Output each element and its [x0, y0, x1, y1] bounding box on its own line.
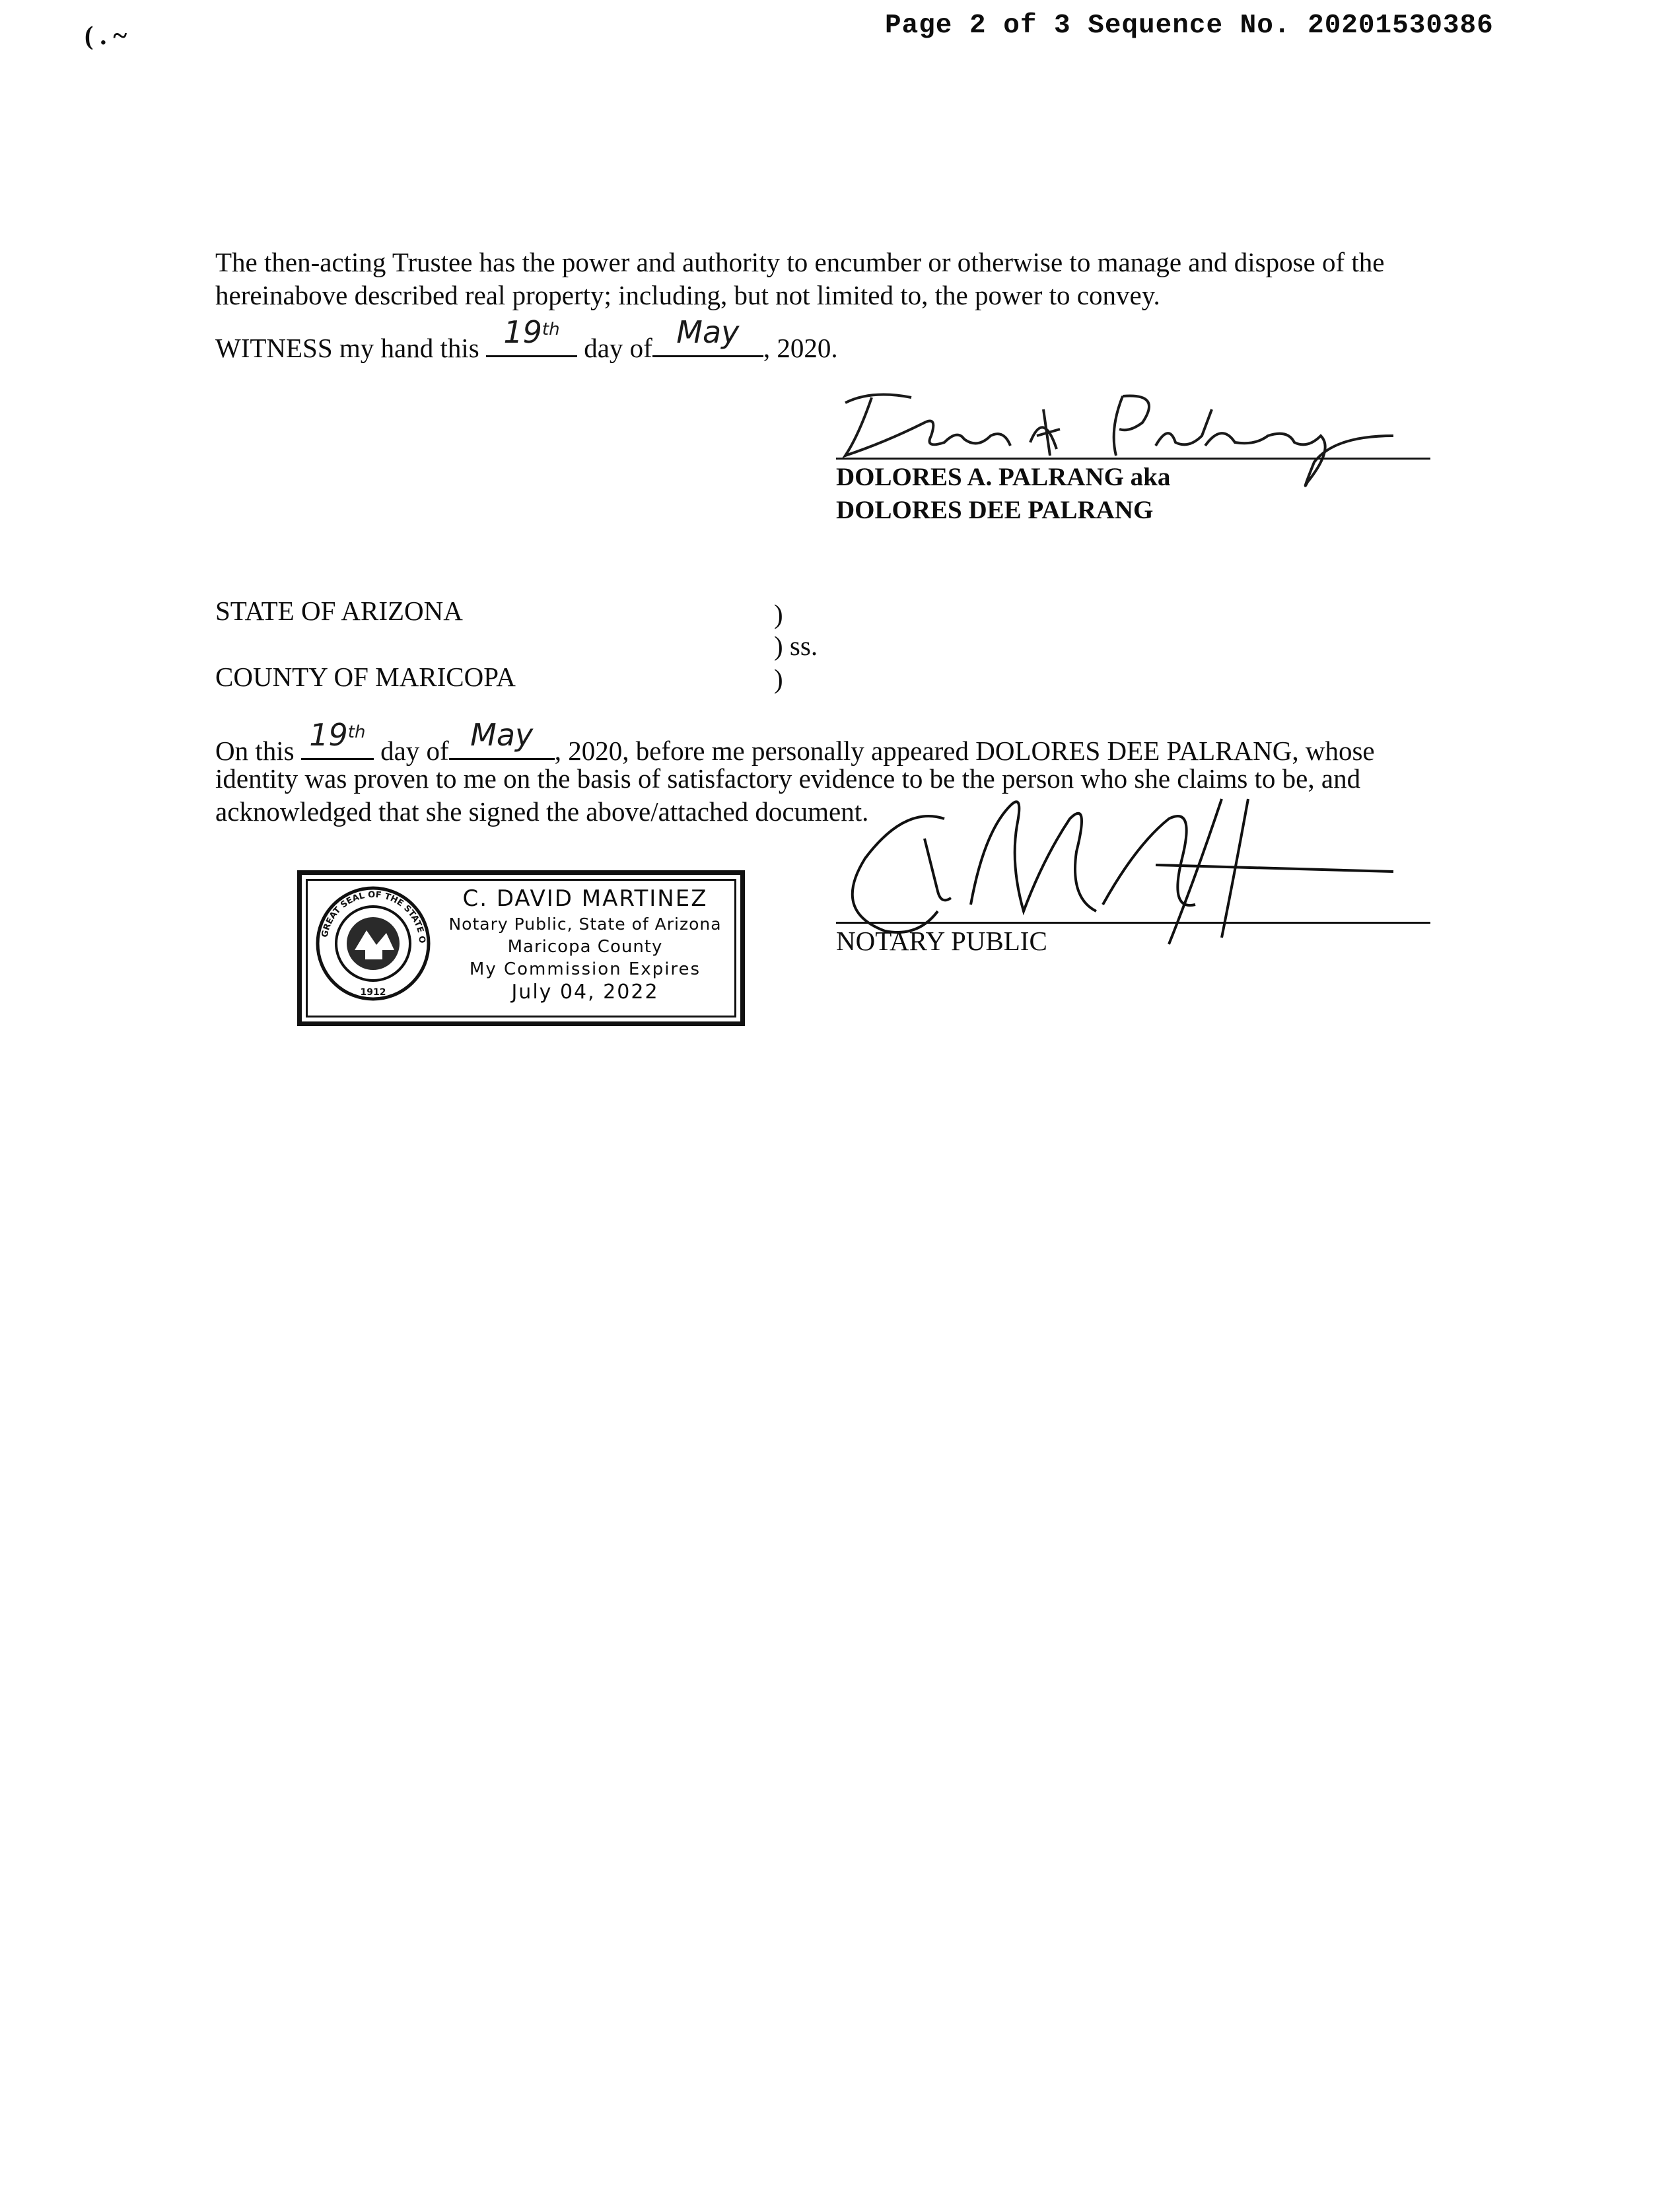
- witness-middle: day of: [584, 333, 652, 363]
- state-seal-icon: [310, 877, 433, 1003]
- venue-paren-top: ): [774, 599, 783, 629]
- stamp-notary-title: Notary Public, State of Arizona: [448, 914, 722, 934]
- corner-scan-mark: ( . ~: [85, 20, 127, 50]
- venue-paren-bottom: ): [774, 664, 783, 694]
- notary-stamp: [297, 870, 745, 1026]
- witness-day-handwritten: 19th: [503, 314, 560, 350]
- stamp-notary-name: C. DAVID MARTINEZ: [462, 885, 708, 912]
- venue-ss: ) ss.: [774, 631, 818, 661]
- witness-suffix: , 2020.: [763, 333, 838, 363]
- signer-signature-line: [836, 458, 1430, 460]
- acknowledgment-line2: identity was proven to me on the basis of satisfactory evidence to be the person who she claims to be, and: [215, 763, 1361, 794]
- venue-state: STATE OF ARIZONA: [215, 596, 463, 626]
- signer-name-line1: DOLORES A. PALRANG aka: [836, 463, 1171, 491]
- notary-signature: [825, 779, 1420, 964]
- ack-middle: day of: [380, 736, 449, 766]
- notary-public-label: NOTARY PUBLIC: [836, 926, 1047, 956]
- ack-month-field: [449, 717, 555, 760]
- witness-month-handwritten: May: [676, 314, 740, 350]
- ack-day-handwritten: 19th: [309, 717, 366, 753]
- witness-month-field: [652, 314, 763, 357]
- witness-line: [215, 314, 1470, 364]
- ack-month-handwritten: May: [470, 717, 534, 753]
- page-sequence-header: Page 2 of 3 Sequence No. 20201530386: [885, 11, 1494, 41]
- ack-rest-line1: , 2020, before me personally appeared DOLORES DEE PALRANG, whose: [554, 736, 1375, 766]
- acknowledgment-line3: acknowledged that she signed the above/attached document.: [215, 796, 869, 827]
- stamp-commission: My Commission Expires: [469, 959, 701, 979]
- witness-prefix: WITNESS my hand this: [215, 333, 479, 363]
- ack-prefix: On this: [215, 736, 295, 766]
- trustee-power-paragraph: The then-acting Trustee has the power and authority to encumber or otherwise to manage and dispose of the hereinabove described real property; including, but not limited to, the power to convey.: [215, 247, 1385, 310]
- ack-day-field: [301, 717, 374, 760]
- signer-name-line2: DOLORES DEE PALRANG: [836, 496, 1154, 524]
- witness-day-field: [486, 314, 577, 357]
- seal-year: 1912: [360, 987, 386, 998]
- seal-ring-text: GREAT SEAL OF THE STATE OF ARIZONA: [310, 877, 427, 944]
- venue-county: COUNTY OF MARICOPA: [215, 662, 516, 692]
- stamp-expiration: July 04, 2022: [511, 981, 659, 1004]
- stamp-county: Maricopa County: [507, 937, 663, 957]
